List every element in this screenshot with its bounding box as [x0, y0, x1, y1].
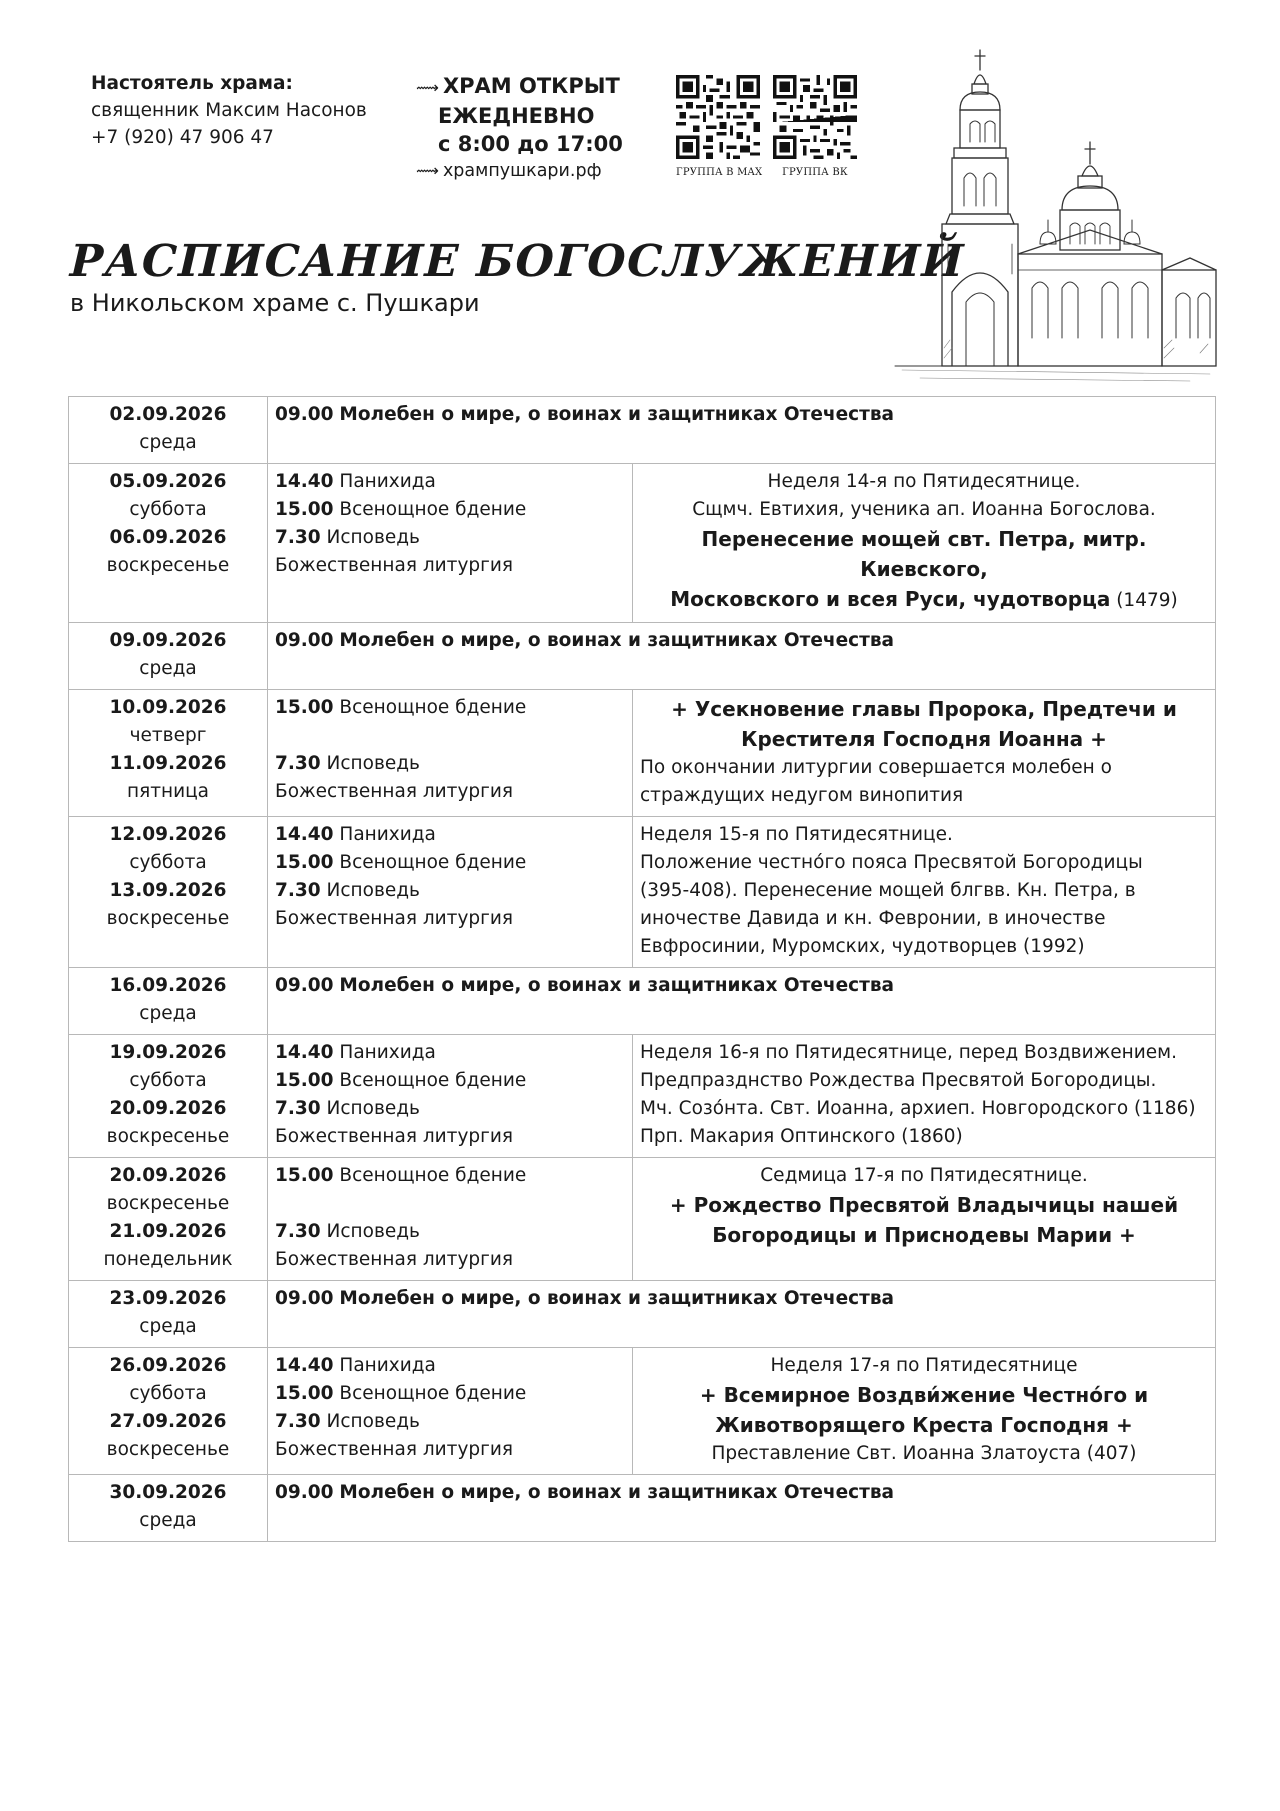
service-name: Божественная литургия	[275, 1126, 514, 1147]
services-cell	[268, 397, 1216, 464]
feast-text: Животворящего Креста Господня +	[715, 1413, 1133, 1437]
service-time: 7.30	[275, 880, 321, 901]
weekday: воскресенье	[106, 555, 230, 576]
qr-max-label: ГРУППА В MAX	[676, 167, 763, 178]
feast-line	[640, 1067, 1208, 1095]
feast-notes-cell	[633, 464, 1216, 623]
feast-text: иночестве Давида и кн. Февронии, в иночестве	[640, 908, 1106, 929]
service-line	[275, 821, 625, 849]
service-line	[275, 1352, 625, 1380]
date-cell	[69, 1475, 268, 1542]
service-name: Исповедь	[326, 527, 420, 548]
service-name: Молебен о мире, о воинах и защитниках Отечества	[339, 1482, 895, 1503]
schedule-row	[69, 1035, 1216, 1158]
date-cell	[69, 968, 268, 1035]
feast-year: (1479)	[1110, 590, 1178, 611]
service-date: 02.09.2026	[109, 404, 227, 425]
service-name: Молебен о мире, о воинах и защитниках Отечества	[339, 1288, 895, 1309]
services-cell	[268, 1035, 633, 1158]
service-line	[275, 627, 1208, 655]
service-date: 19.09.2026	[109, 1042, 227, 1063]
service-date: 12.09.2026	[109, 824, 227, 845]
service-name: Божественная литургия	[275, 781, 514, 802]
service-line	[275, 1067, 625, 1095]
feast-text: По окончании литургии совершается молебен о	[640, 757, 1112, 778]
qr-code-icon	[676, 75, 760, 159]
weekday: воскресенье	[106, 1193, 230, 1214]
schedule-row	[69, 397, 1216, 464]
service-date: 27.09.2026	[109, 1411, 227, 1432]
services-cell	[268, 968, 1216, 1035]
weekday: суббота	[129, 1070, 207, 1091]
schedule-row	[69, 968, 1216, 1035]
feast-notes-cell	[633, 1035, 1216, 1158]
service-time: 14.40	[275, 1355, 334, 1376]
feast-line	[640, 821, 1208, 849]
service-line	[275, 1246, 625, 1274]
service-name: Панихида	[339, 824, 436, 845]
service-line	[275, 1123, 625, 1151]
weekday: четверг	[129, 725, 207, 746]
feast-line	[640, 933, 1208, 961]
service-time: 09.00	[275, 975, 334, 996]
date-cell	[69, 1158, 268, 1281]
qr-vk[interactable]	[773, 75, 857, 178]
service-name: Божественная литургия	[275, 555, 514, 576]
feast-line	[640, 496, 1208, 524]
weekday: среда	[139, 1316, 197, 1337]
service-time: 09.00	[275, 1288, 334, 1309]
service-name: Исповедь	[326, 880, 420, 901]
service-line	[275, 1162, 625, 1190]
weekday: среда	[139, 432, 197, 453]
feast-line	[640, 905, 1208, 933]
feast-line	[640, 724, 1208, 754]
services-cell	[268, 1475, 1216, 1542]
weekday: воскресенье	[106, 1126, 230, 1147]
service-time: 15.00	[275, 1070, 334, 1091]
feast-line	[640, 1123, 1208, 1151]
service-name: Всенощное бдение	[339, 1165, 527, 1186]
schedule-row	[69, 464, 1216, 623]
feast-text: Преставление Свт. Иоанна Златоуста (407)	[711, 1443, 1137, 1464]
date-cell	[69, 623, 268, 690]
date-cell	[69, 1035, 268, 1158]
feast-line	[640, 468, 1208, 496]
rector-title: Настоятель храма:	[91, 73, 293, 94]
feast-text: Неделя 17-я по Пятидесятнице	[770, 1355, 1078, 1376]
service-date: 21.09.2026	[109, 1221, 227, 1242]
weekday: воскресенье	[106, 908, 230, 929]
service-line	[275, 1095, 625, 1123]
schedule-row	[69, 1348, 1216, 1475]
qr-code-icon	[773, 75, 857, 159]
feast-line	[640, 1440, 1208, 1468]
weekday: воскресенье	[106, 1439, 230, 1460]
feast-text: Богородицы и Приснодевы Марии +	[712, 1223, 1136, 1247]
feast-line	[640, 1095, 1208, 1123]
feast-line	[640, 694, 1208, 724]
service-date: 13.09.2026	[109, 880, 227, 901]
feast-line	[640, 524, 1208, 584]
service-date: 20.09.2026	[109, 1165, 227, 1186]
qr-vk-label: ГРУППА ВК	[782, 167, 848, 178]
feast-line	[640, 782, 1208, 810]
feast-text: Прп. Макария Оптинского (1860)	[640, 1126, 963, 1147]
service-line	[275, 1039, 625, 1067]
website-link[interactable]: хрампушкари.рф	[442, 161, 602, 181]
service-name: Исповедь	[326, 753, 420, 774]
service-name: Исповедь	[326, 1098, 420, 1119]
schedule-row	[69, 1475, 1216, 1542]
feast-text: Крестителя Господня Иоанна +	[741, 727, 1107, 751]
page-subtitle: в Никольском храме с. Пушкари	[70, 289, 480, 317]
feast-line	[640, 1380, 1208, 1410]
service-time: 15.00	[275, 697, 334, 718]
feast-line	[640, 1220, 1208, 1250]
service-line	[275, 468, 625, 496]
feast-text: Евфросинии, Муромских, чудотворцев (1992)	[640, 936, 1085, 957]
service-line	[275, 1408, 625, 1436]
service-name: Исповедь	[326, 1221, 420, 1242]
service-time: 15.00	[275, 1383, 334, 1404]
feast-line	[640, 877, 1208, 905]
service-date: 23.09.2026	[109, 1288, 227, 1309]
service-line	[275, 877, 625, 905]
arrow-icon: ⟿	[416, 161, 439, 180]
service-date: 26.09.2026	[109, 1355, 227, 1376]
feast-text: Московского и всея Руси, чудотворца	[670, 587, 1111, 611]
service-line	[275, 1285, 1208, 1313]
spacer	[275, 1190, 625, 1218]
service-name: Молебен о мире, о воинах и защитниках Отечества	[339, 630, 895, 651]
weekday: суббота	[129, 499, 207, 520]
feast-text: Предпразднство Рождества Пресвятой Богородицы.	[640, 1070, 1157, 1091]
services-cell	[268, 1281, 1216, 1348]
feast-line	[640, 1162, 1208, 1190]
service-name: Всенощное бдение	[339, 499, 527, 520]
service-name: Всенощное бдение	[339, 697, 527, 718]
feast-line	[640, 1410, 1208, 1440]
feast-text: Сщмч. Евтихия, ученика ап. Иоанна Богослова.	[692, 499, 1156, 520]
weekday: пятница	[126, 781, 210, 802]
service-name: Панихида	[339, 1355, 436, 1376]
date-cell	[69, 1281, 268, 1348]
feast-line	[640, 1039, 1208, 1067]
feast-notes-cell	[633, 817, 1216, 968]
service-line	[275, 778, 625, 806]
church-illustration	[890, 48, 1220, 388]
weekday: среда	[139, 1510, 197, 1531]
service-name: Молебен о мире, о воинах и защитниках Отечества	[339, 404, 895, 425]
date-cell	[69, 817, 268, 968]
feast-text: Неделя 15-я по Пятидесятнице.	[640, 824, 953, 845]
weekday: понедельник	[103, 1249, 233, 1270]
weekday: среда	[139, 1003, 197, 1024]
service-date: 09.09.2026	[109, 630, 227, 651]
service-name: Божественная литургия	[275, 1249, 514, 1270]
services-cell	[268, 464, 633, 623]
service-name: Божественная литургия	[275, 1439, 514, 1460]
weekday: суббота	[129, 852, 207, 873]
service-line	[275, 1380, 625, 1408]
service-line	[275, 849, 625, 877]
service-time: 7.30	[275, 1221, 321, 1242]
service-line	[275, 524, 625, 552]
service-name: Всенощное бдение	[339, 1070, 527, 1091]
date-cell	[69, 464, 268, 623]
feast-text: Неделя 16-я по Пятидесятнице, перед Воздвижением.	[640, 1042, 1177, 1063]
feast-notes-cell	[633, 1158, 1216, 1281]
rector-name: священник Максим Насонов	[91, 100, 367, 121]
open-line-1: ХРАМ ОТКРЫТ	[442, 74, 620, 98]
feast-notes-cell	[633, 690, 1216, 817]
service-time: 7.30	[275, 753, 321, 774]
service-date: 16.09.2026	[109, 975, 227, 996]
service-line	[275, 750, 625, 778]
services-cell	[268, 690, 633, 817]
schedule-row	[69, 623, 1216, 690]
rector-info	[91, 70, 367, 151]
service-time: 14.40	[275, 824, 334, 845]
services-cell	[268, 623, 1216, 690]
schedule-row	[69, 1281, 1216, 1348]
feast-text: Неделя 14-я по Пятидесятнице.	[767, 471, 1081, 492]
feast-line	[640, 754, 1208, 782]
qr-max[interactable]	[676, 75, 763, 178]
feast-text: + Усекновение главы Пророка, Предтечи и	[671, 697, 1177, 721]
rector-phone[interactable]: +7 (920) 47 906 47	[91, 127, 274, 148]
services-cell	[268, 1348, 633, 1475]
feast-text: Седмица 17-я по Пятидесятнице.	[760, 1165, 1088, 1186]
service-time: 7.30	[275, 1098, 321, 1119]
feast-text: Мч. Созо́нта. Свт. Иоанна, архиеп. Новгородского (1186)	[640, 1098, 1196, 1119]
service-time: 14.40	[275, 1042, 334, 1063]
feast-text: страждущих недугом винопития	[640, 785, 964, 806]
feast-text: (395-408). Перенесение мощей блгвв. Кн. Петра, в	[640, 880, 1136, 901]
spacer	[275, 722, 625, 750]
service-line	[275, 496, 625, 524]
service-name: Всенощное бдение	[339, 1383, 527, 1404]
weekday: среда	[139, 658, 197, 679]
service-date: 20.09.2026	[109, 1098, 227, 1119]
opening-hours	[416, 72, 623, 184]
service-name: Молебен о мире, о воинах и защитниках Отечества	[339, 975, 895, 996]
service-time: 7.30	[275, 1411, 321, 1432]
service-line	[275, 972, 1208, 1000]
date-cell	[69, 1348, 268, 1475]
schedule-row	[69, 690, 1216, 817]
services-cell	[268, 1158, 633, 1281]
feast-line	[640, 584, 1208, 616]
service-time: 09.00	[275, 630, 334, 651]
weekday: суббота	[129, 1383, 207, 1404]
arrow-icon: ⟿	[416, 78, 439, 97]
services-cell	[268, 817, 633, 968]
service-name: Всенощное бдение	[339, 852, 527, 873]
service-date: 10.09.2026	[109, 697, 227, 718]
service-line	[275, 1436, 625, 1464]
date-cell	[69, 397, 268, 464]
service-line	[275, 552, 625, 580]
service-date: 30.09.2026	[109, 1482, 227, 1503]
feast-text: Перенесение мощей свт. Петра, митр. Киевского,	[701, 527, 1147, 581]
service-time: 14.40	[275, 471, 334, 492]
service-time: 15.00	[275, 1165, 334, 1186]
date-cell	[69, 690, 268, 817]
feast-text: + Всемирное Воздви́жение Честно́го и	[699, 1383, 1149, 1407]
service-time: 15.00	[275, 499, 334, 520]
feast-text: Положение честно́го пояса Пресвятой Богородицы	[640, 852, 1143, 873]
service-time: 15.00	[275, 852, 334, 873]
feast-text: + Рождество Пресвятой Владычицы нашей	[669, 1193, 1179, 1217]
service-name: Божественная литургия	[275, 908, 514, 929]
schedule-row	[69, 817, 1216, 968]
service-name: Панихида	[339, 471, 436, 492]
service-line	[275, 1479, 1208, 1507]
service-time: 09.00	[275, 1482, 334, 1503]
service-date: 06.09.2026	[109, 527, 227, 548]
service-time: 7.30	[275, 527, 321, 548]
service-line	[275, 905, 625, 933]
feast-line	[640, 849, 1208, 877]
service-name: Панихида	[339, 1042, 436, 1063]
open-hours: с 8:00 до 17:00	[438, 132, 623, 156]
feast-line	[640, 1190, 1208, 1220]
feast-notes-cell	[633, 1348, 1216, 1475]
service-line	[275, 694, 625, 722]
page-title: РАСПИСАНИЕ БОГОСЛУЖЕНИЙ	[69, 236, 966, 287]
service-name: Исповедь	[326, 1411, 420, 1432]
service-line	[275, 401, 1208, 429]
service-line	[275, 1218, 625, 1246]
open-line-2: ЕЖЕДНЕВНО	[438, 104, 595, 128]
service-date: 05.09.2026	[109, 471, 227, 492]
feast-line	[640, 1352, 1208, 1380]
schedule-table	[68, 396, 1216, 1542]
service-time: 09.00	[275, 404, 334, 425]
service-date: 11.09.2026	[109, 753, 227, 774]
schedule-row	[69, 1158, 1216, 1281]
